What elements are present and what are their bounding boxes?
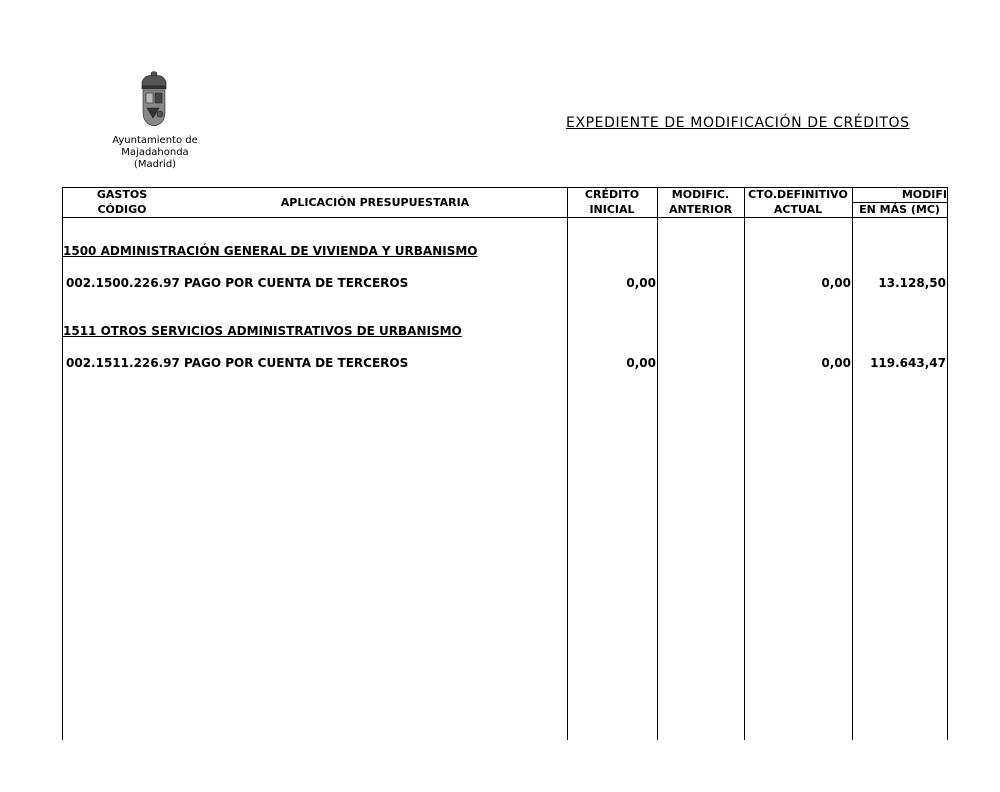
col-border-modif [852, 187, 853, 740]
header-cto-definitivo-2: ACTUAL [773, 203, 823, 216]
cell-en-mas: 119.643,47 [870, 356, 946, 370]
header-gastos: GASTOS [96, 188, 148, 201]
col-border-cto-definitivo [744, 187, 745, 740]
col-border-modif-anterior [657, 187, 658, 740]
org-line-3: (Madrid) [133, 159, 177, 170]
cell-credito-inicial: 0,00 [626, 356, 656, 370]
cell-cto-definitivo: 0,00 [821, 276, 851, 290]
header-aplicacion: APLICACIÓN PRESUPUESTARIA [280, 196, 470, 209]
header-credito-2: INICIAL [589, 203, 635, 216]
cell-en-mas: 13.128,50 [878, 276, 946, 290]
header-cto-definitivo-1: CTO.DEFINITIVO [748, 188, 848, 201]
document-title: EXPEDIENTE DE MODIFICACIÓN DE CRÉDITOS [566, 115, 910, 131]
organization-name [100, 135, 210, 171]
header-modif-anterior-2: ANTERIOR [668, 203, 733, 216]
row-label: 002.1511.226.97 PAGO POR CUENTA DE TERCEROS [66, 356, 409, 370]
section-title: 1500 ADMINISTRACIÓN GENERAL DE VIVIENDA Y URBANISMO [63, 244, 478, 258]
header-modif-2: EN MÁS (MC) [859, 203, 940, 216]
header-credito-1: CRÉDITO [584, 188, 640, 201]
header-modif-anterior-1: MODIFIC. [671, 188, 730, 201]
cell-cto-definitivo: 0,00 [821, 356, 851, 370]
col-border-left [62, 187, 63, 740]
section-title: 1511 OTROS SERVICIOS ADMINISTRATIVOS DE URBANISMO [63, 324, 462, 338]
col-border-right [947, 187, 948, 740]
coat-of-arms-icon [137, 68, 171, 128]
header-bottom-border [62, 217, 948, 218]
org-line-2: Majadahonda [121, 147, 189, 158]
col-border-credito [567, 187, 568, 740]
header-modif-1: MODIFI [901, 188, 947, 201]
cell-credito-inicial: 0,00 [626, 276, 656, 290]
org-line-1: Ayuntamiento de [112, 135, 198, 146]
header-codigo: CÓDIGO [97, 203, 147, 216]
row-label: 002.1500.226.97 PAGO POR CUENTA DE TERCEROS [66, 276, 409, 290]
